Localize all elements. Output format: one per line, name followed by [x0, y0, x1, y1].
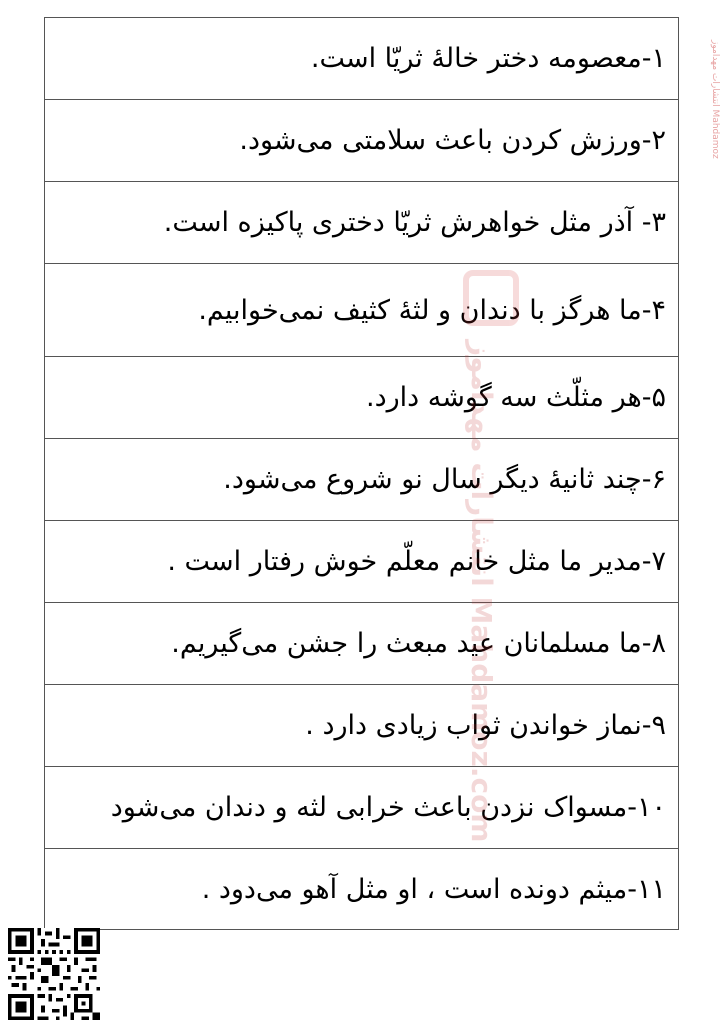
sentence-row-1	[45, 18, 678, 100]
sentence-row-4	[45, 264, 678, 357]
sentence-table	[44, 17, 679, 930]
sentence-text: ۴-ما هرگز با دندان و لثهٔ کثیف نمی‌خوابیم.	[198, 294, 666, 326]
sentence-text: ۲-ورزش کردن باعث سلامتی می‌شود.	[239, 125, 666, 156]
sentence-text: ۹-نماز خواندن ثواب زیادی دارد .	[305, 710, 666, 741]
sentence-text: ۱۱-میثم دونده است ، او مثل آهو می‌دود .	[201, 873, 666, 905]
center-watermark	[455, 270, 535, 843]
sentence-text: ۱-معصومه دختر خالهٔ ثریّا است.	[310, 43, 666, 74]
sentence-text: ۸-ما مسلمانان عید مبعث را جشن می‌گیریم.	[171, 628, 666, 659]
publisher-logo-icon	[463, 270, 519, 326]
sentence-text: ۳- آذر مثل خواهرش ثریّا دختری پاکیزه است.	[163, 207, 666, 238]
sentence-row-10	[45, 767, 678, 849]
sentence-row-11	[45, 849, 678, 929]
sentence-row-9	[45, 685, 678, 767]
sentence-row-5	[45, 357, 678, 439]
sentence-row-7	[45, 521, 678, 603]
sentence-row-8	[45, 603, 678, 685]
sentence-text: ۱۰-مسواک نزدن باعث خرابی لثه و دندان می‌شود	[110, 792, 666, 823]
sentence-row-3	[45, 182, 678, 264]
qr-code-icon	[8, 928, 100, 1020]
sentence-text: ۷-مدیر ما مثل خانم معلّم خوش رفتار است .	[167, 546, 666, 577]
sentence-row-6	[45, 439, 678, 521]
side-watermark: انتشارات مهداموز Mahdamoz	[710, 40, 720, 159]
sentence-row-2	[45, 100, 678, 182]
sentence-text: ۵-هر مثلّث سه گوشه دارد.	[366, 382, 666, 413]
center-watermark-text: انتشارات مهداموز Mahdamoz.com	[465, 340, 498, 843]
sentence-text: ۶-چند ثانیهٔ دیگر سال نو شروع می‌شود.	[223, 464, 666, 495]
